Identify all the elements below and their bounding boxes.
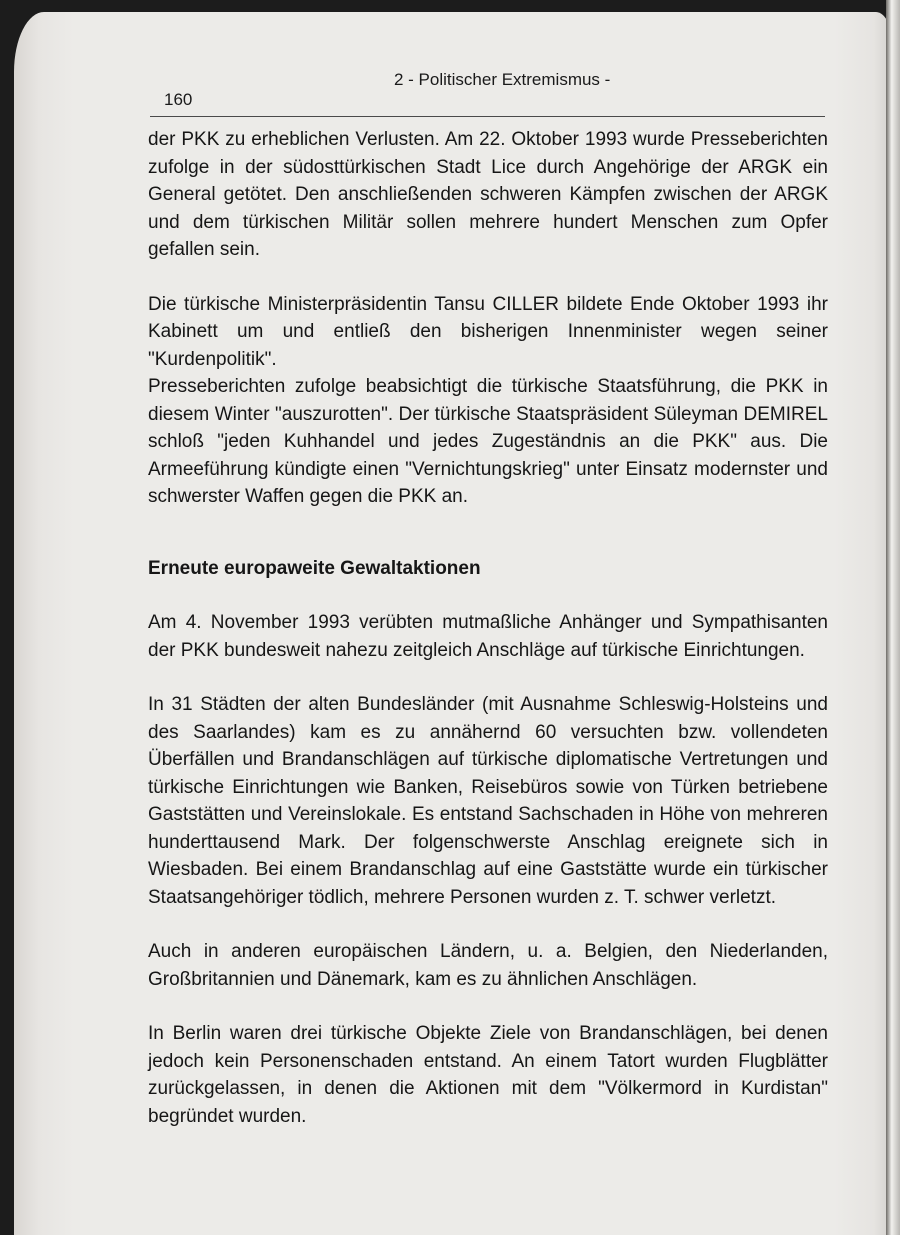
- page-header: [164, 60, 844, 130]
- paragraph: Die türkische Ministerpräsidentin Tansu CILLER bildete Ende Oktober 1993 ihr Kabinett um und entließ den bisherigen Innenminister wegen seiner "Kurdenpolitik".: [148, 293, 828, 370]
- section-heading: Erneute europaweite Gewaltaktionen: [148, 557, 481, 579]
- paragraph: Auch in anderen europäischen Ländern, u. a. Belgien, den Niederlanden, Großbritannien und Dänemark, kam es zu ähnlichen Anschlägen.: [148, 941, 828, 990]
- page-edge: [886, 0, 900, 1235]
- page-body: [148, 126, 828, 1130]
- page-number: 160: [164, 90, 193, 109]
- running-head: 2 - Politischer Extremismus -: [394, 70, 611, 89]
- paragraph: In 31 Städten der alten Bundesländer (mit Ausnahme Schleswig-Holsteins und des Saarlandes) kam es zu annähernd 60 versuchten bzw. vollendeten Überfällen und Brandanschlägen auf türkische diplomatische Vertretungen und türkische Einrichtungen wie Banken, Reisebüros sowie von Türken betriebene Gaststätten und Vereinslokale. Es entstand Sachschaden in Höhe von mehreren hunderttausend Mark. Der folgenschwerste Anschlag ereignete sich in Wiesbaden. Bei einem Brandanschlag auf eine Gaststätte wurde ein türkischer Staatsangehöriger tödlich, mehrere Personen wurden z. T. schwer verletzt.: [148, 694, 828, 908]
- paragraph: Presseberichten zufolge beabsichtigt die türkische Staatsführung, die PKK in diesem Winter "auszurotten". Der türkische Staatspräsident Süleyman DEMIREL schloß "jeden Kuhhandel und jedes Zugeständnis an die PKK" aus. Die Armeeführung kündigte einen "Vernichtungskrieg" unter Einsatz modernster und schwerster Waffen gegen die PKK an.: [148, 376, 828, 507]
- paragraph: Am 4. November 1993 verübten mutmaßliche Anhänger und Sympathisanten der PKK bundesweit nahezu zeitgleich Anschläge auf türkische Einrichtungen.: [148, 612, 828, 661]
- paragraph: der PKK zu erheblichen Verlusten. Am 22. Oktober 1993 wurde Presseberichten zufolge in der südosttürkischen Stadt Lice durch Angehörige der ARGK ein General getötet. Den anschließenden schweren Kämpfen zwischen der ARGK und dem türkischen Militär sollen mehrere hundert Menschen zum Opfer gefallen sein.: [148, 129, 828, 260]
- paragraph: In Berlin waren drei türkische Objekte Ziele von Brandanschlägen, bei denen jedoch kein Personenschaden entstand. An einem Tatort wurden Flugblätter zurückgelassen, in denen die Aktionen mit dem "Völkermord in Kurdistan" begründet wurden.: [148, 1023, 828, 1127]
- header-rule: [150, 116, 825, 117]
